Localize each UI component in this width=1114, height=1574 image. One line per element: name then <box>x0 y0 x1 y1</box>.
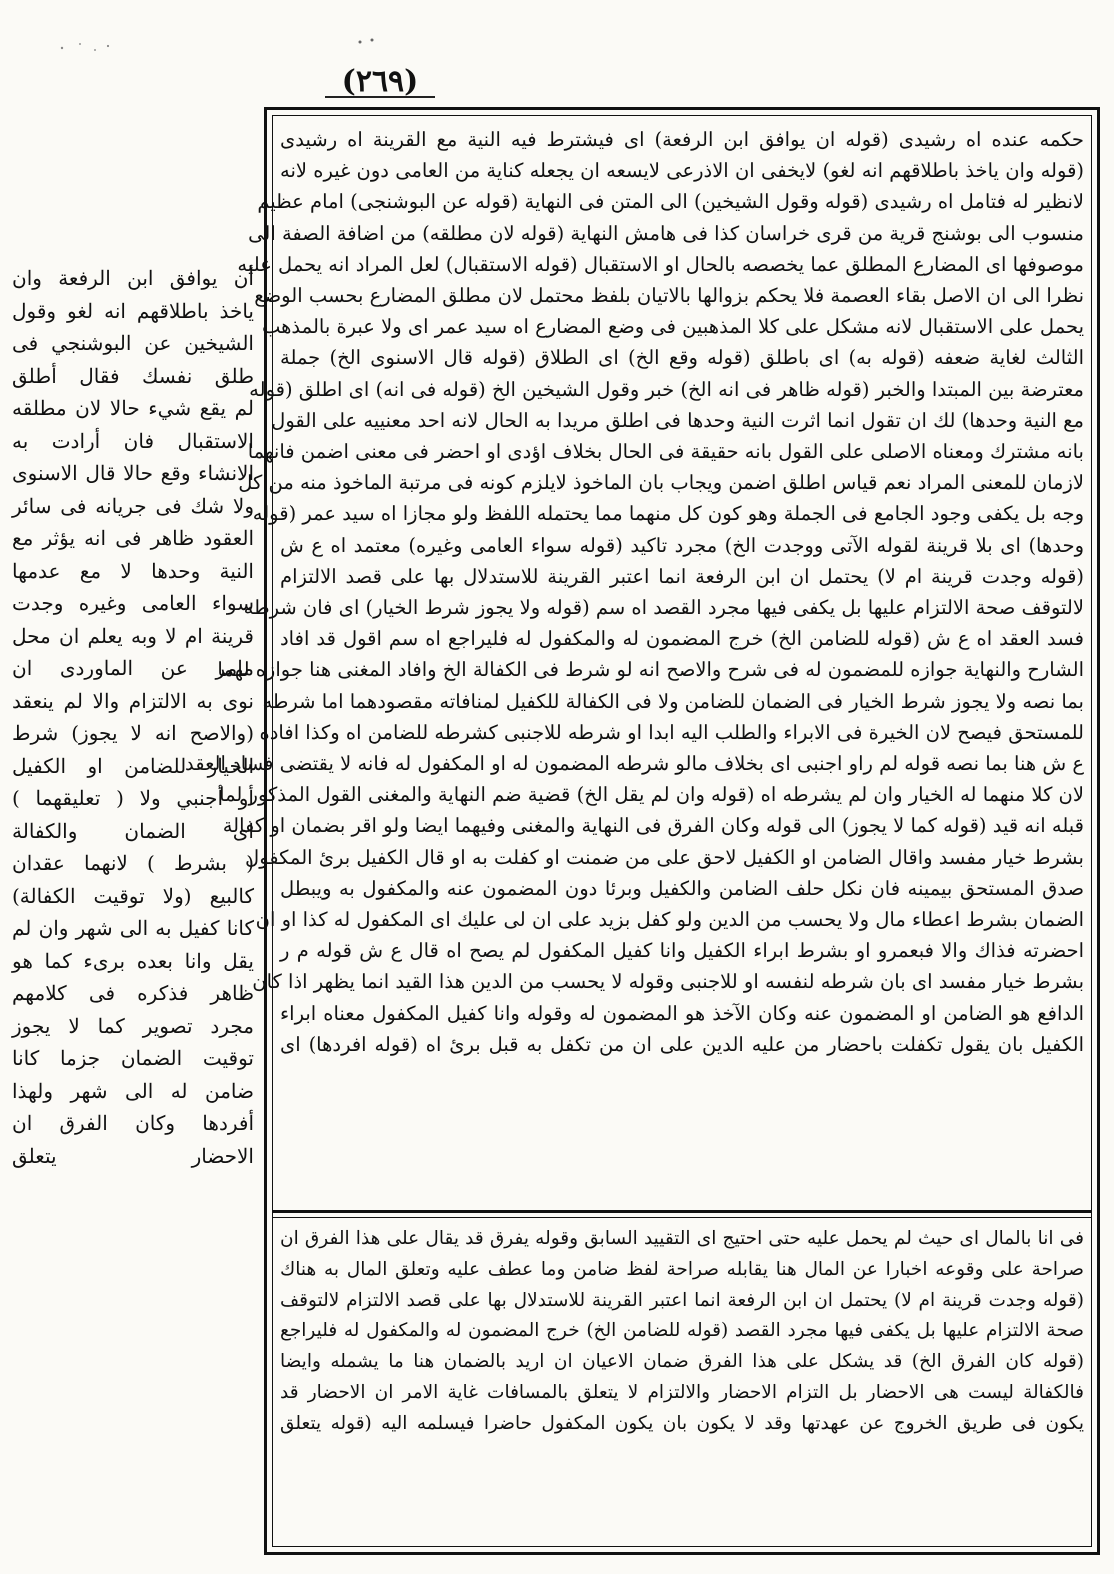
margin-text-line: أفردها وكان الفرق ان <box>12 1111 254 1135</box>
main-text-line: (قوله وان ياخذ باطلاقهم انه لغو) لايخفى ان الاذرعى لايسعه ان يجعله كناية من العامى دون غيره لانه <box>280 159 1084 183</box>
main-commentary-text <box>185 124 1084 1060</box>
margin-text-line: العقود ظاهر فى انه يؤثر مع <box>12 526 254 550</box>
lower-commentary-text <box>280 1224 1084 1440</box>
lower-text-line: فالكفالة ليست هى الاحضار بل التزام الاحضار والالتزام لا يتعلق بالمسافات غاية الامر ان الاحضار قد <box>280 1381 1084 1403</box>
margin-text-line: سواء العامى وغيره وجدت <box>12 591 254 615</box>
main-text-line: (قوله وجدت قرينة ام لا) يحتمل ان ابن الرفعة انما اعتبر القرينة للاستدلال بها على قصد الالتزام <box>280 564 1084 588</box>
lower-text-line: يكون فى طريق الخروج عن عهدتها وقد لا يكون بان يكون المكفول حاضرا فيسلمه اليه (قوله يتعلق <box>280 1412 1084 1434</box>
footnote-divider-thin <box>272 1217 1092 1218</box>
margin-text-line: كالبيع (ولا توقيت الكفالة) <box>12 883 254 908</box>
main-text-line: صدق المستحق بيمينه فان نكل حلف الضامن والكفيل وبرئا دون المضمون عنه والمكفول به ويبطل <box>280 876 1084 900</box>
margin-text-line: مامر عن الماوردى ان <box>12 656 254 680</box>
main-text-line: الشارح والنهاية جوازه للمضمون له فى شرح والاصح انه لو شرط فى الكفالة الخ وافاد المغنى هنا جوازه لهما <box>217 658 1084 682</box>
main-text-line: الكفيل بان يقول تكفلت باحضار من عليه الدين على ان من تكفل به قبل برئ اه (قوله افردها) اى <box>280 1032 1084 1056</box>
margin-text-line: لم يقع شيء حالا لان مطلقه <box>12 396 254 420</box>
main-text-line: موصوفها اى المضارع المطلق عما يخصصه بالحال او الاستقبال (قوله الاستقبال) لعل المراد انه يحمل عليه <box>237 252 1084 276</box>
main-text-line: بما نصه ولا يجوز شرط الخيار فى الضمان للضامن ولا فى الكفالة للكفيل لمنافاته مقصودهما اما شرطه <box>262 689 1084 713</box>
main-text-line: حكمه عنده اه رشيدى (قوله ان يوافق ابن الرفعة) اى فيشترط فيه النية مع القرينة اه رشيدى <box>280 128 1084 151</box>
main-text-line: لانظير له فتامل اه رشيدى (قوله وقول الشيخين) الى المتن فى النهاية (قوله عن البوشنجى) امام عظيم <box>257 190 1084 214</box>
main-text-line: للمستحق فيصح لان الخيرة فى الابراء والطلب اليه ابدا او شرطه للاجنبى كشرطه للضامن اه وكذا افاده <box>259 720 1084 744</box>
main-text-line: فسد العقد اه ع ش (قوله للضامن الخ) خرج المضمون له والمكفول له فليراجع اه سم اقول قد افاد <box>280 627 1084 651</box>
margin-text-line: الانشاء وقع حالا قال الاسنوى <box>12 461 254 485</box>
main-text-line: بانه مشترك ومعناه الاصلى على القول بانه حقيقة فى الحال بخلاف اؤدى او احضر فى معنى اضمن فانهما <box>247 440 1084 464</box>
main-text-line: قبله انه قيد (قوله كما لا يجوز) الى قوله وكان الفرق فى النهاية والمغنى وفيهما ايضا ولو اقر بضمان او كفالة <box>222 814 1084 838</box>
main-text-line: الضمان بشرط اعطاء مال ولا يحسب من الدين ولو كفل بزيد على ان لى عليك اى المكفول له كذا او ان <box>255 908 1084 932</box>
margin-text-line: النية وحدها لا مع عدمها <box>12 558 254 583</box>
main-text-line: وحدها) اى بلا قرينة لقوله الآتى ووجدت الخ) مجرد تاكيد (قوله سواء العامى وغيره) معتمد اه ع ش <box>280 533 1084 557</box>
margin-matn-text <box>12 262 254 1172</box>
main-text-line: الثالث لغاية ضعفه (قوله به) اى باطلق (قوله وقع الخ) اى الطلاق (قوله قال الاسنوى الخ) جملة <box>280 346 1084 370</box>
margin-text-line: اى الضمان والكفالة <box>12 818 254 843</box>
main-text-line: بشرط خيار مفسد واقال الضامن او الكفيل لاحق على من ضمنت او كفلت به او قال الكفيل برئ المكفول <box>245 845 1084 869</box>
main-text-line: الدافع هو الضامن او المضمون عنه وكان الآخذ هو المضمون له وقوله وانا كفيل المكفول معناه ابراء <box>280 1001 1084 1025</box>
margin-text-line: يقل وانا بعده برىء كما هو <box>12 948 254 973</box>
main-text-line: يحمل على الاستقبال لانه مشكل على كلا المذهبين فى وضع المضارع اه سيد عمر اى ولا عبرة بالمذهب <box>262 315 1084 339</box>
lower-text-line: فى انا بالمال اى حيث لم يحمل عليه حتى احتيج اى التقييد السابق وقوله يفرق قد يقال على هذا الفرق ان <box>280 1228 1084 1249</box>
header-rule <box>325 96 435 98</box>
footnote-divider-thick <box>272 1210 1092 1213</box>
margin-text-line: الاستقبال فان أرادت به <box>12 428 254 453</box>
margin-text-line: الاحضار يتعلق <box>12 1143 254 1168</box>
main-text-line: معترضة بين المبتدا والخبر (قوله ظاهر فى انه الخ) خبر وقول الشيخين الخ (قوله فى انه) اى اطلق (قوله <box>249 377 1084 401</box>
main-text-line: ع ش هنا بما نصه قوله لم راو اجنبى اى بخلاف مالو شرطه المضمون له او المكفول له فانه لا يقتضى فساد العقد <box>185 752 1084 776</box>
margin-text-line: ظاهر فذكره فى كلامهم <box>12 981 254 1005</box>
lower-text-line: صحة الالتزام عليها بل يكفى فيها مجرد القصد (قوله للضامن الخ) خرج المضمون له والمكفول له فليراجع <box>280 1320 1084 1342</box>
main-text-line: نظرا الى ان الاصل بقاء العصمة فلا يحكم بزوالها بالاتيان بلفظ محتمل لان مطلق المضارع بحسب الوضع <box>254 284 1084 308</box>
margin-text-line: مجرد تصوير كما لا يجوز <box>12 1013 254 1038</box>
margin-text-line: ياخذ باطلاقهم انه لغو وقول <box>12 298 254 323</box>
margin-text-line: قرينة ام لا وبه يعلم ان محل <box>12 623 254 648</box>
margin-text-line: توقيت الضمان جزما كانا <box>12 1046 254 1070</box>
margin-text-line: ( بشرط ) لانهما عقدان <box>12 851 254 875</box>
margin-text-line: الشيخين عن البوشنجي فى <box>12 331 254 355</box>
main-text-line: احضرته فذاك والا فبعمرو او بشرط ابراء الكفيل وانا كفيل المكفول لم يصح اه قال ع ش قوله م ر <box>280 939 1084 963</box>
lower-text-line: (قوله كان الفرق الخ) قد يشكل على هذا الفرق ضمان الاعيان ان اريد بالضمان هنا ما يشمله وايضا <box>280 1351 1084 1373</box>
page-number: (٢٦٩) <box>341 64 419 99</box>
margin-text-line: أن يوافق ابن الرفعة وان <box>12 266 254 290</box>
main-text-line: بشرط خيار مفسد اى بان شرطه لنفسه او للاجنبى وقوله لا يحسب من الدين هذا القيد انما يظهر اذا كان <box>252 970 1084 994</box>
main-text-line: وجه بل يكفى وجود الجامع فى الجملة وهو كون كل منهما مما يحتمله اللفظ ولو مجازا اه سيد عمر (قوله <box>252 502 1084 526</box>
margin-text-line: كانا كفيل به الى شهر وان لم <box>12 916 254 940</box>
main-text-line: لازمان للمعنى المراد نعم قياس اطلق اضمن ويجاب بان الماخوذ لايلزم كونه فى مرتبة الماخوذ منه من كل <box>238 471 1084 495</box>
margin-text-line: ضامن له الى شهر ولهذا <box>12 1078 254 1103</box>
margin-text-line: الخيار للضامن او الكفيل <box>12 753 254 778</box>
lower-text-line: (قوله وجدت قرينة ام لا) يحتمل ان ابن الرفعة انما اعتبر القرينة للاستدلال بها على قصد الالتزام لالتوقف <box>280 1289 1084 1311</box>
margin-text-line: نوى به الالتزام والا لم ينعقد <box>12 688 254 713</box>
main-text-line: منسوب الى بوشنج قرية من قرى خراسان كذا فى هامش النهاية (قوله لان مطلقه) من اضافة الصفة الى <box>248 221 1084 245</box>
margin-text-line: أو أجنبي ولا ( تعليقهما ) <box>12 786 254 810</box>
main-text-line: مع النية وحدها) لك ان تقول انما اثرت النية وحدها فى اطلق مريدا به الحال لانه احد معنييه على القول <box>271 408 1084 432</box>
main-text-line: لالتوقف صحة الالتزام عليها بل يكفى فيها مجرد القصد اه سم (قوله ولا يجوز شرط الخيار) اى فان شرطه <box>243 596 1084 620</box>
margin-text-line: (والاصح انه لا يجوز) شرط <box>12 721 254 745</box>
margin-text-line: ولا شك فى جريانه فى سائر <box>12 493 254 518</box>
scan-noise <box>0 0 1114 60</box>
lower-text-line: صراحة على وقوعه اخبارا عن المال هنا يقابله صراحة لفظ ضامن وما عطف عليه وتعلق المال به هناك <box>280 1258 1084 1280</box>
margin-text-line: طلق نفسك فقال أطلق <box>12 363 254 388</box>
main-text-line: لان كلا منهما له الخيار وان لم يشرطه اه (قوله وان لم يقل الخ) قضية ضم النهاية والمغنى القول المذكور لما <box>219 783 1084 807</box>
